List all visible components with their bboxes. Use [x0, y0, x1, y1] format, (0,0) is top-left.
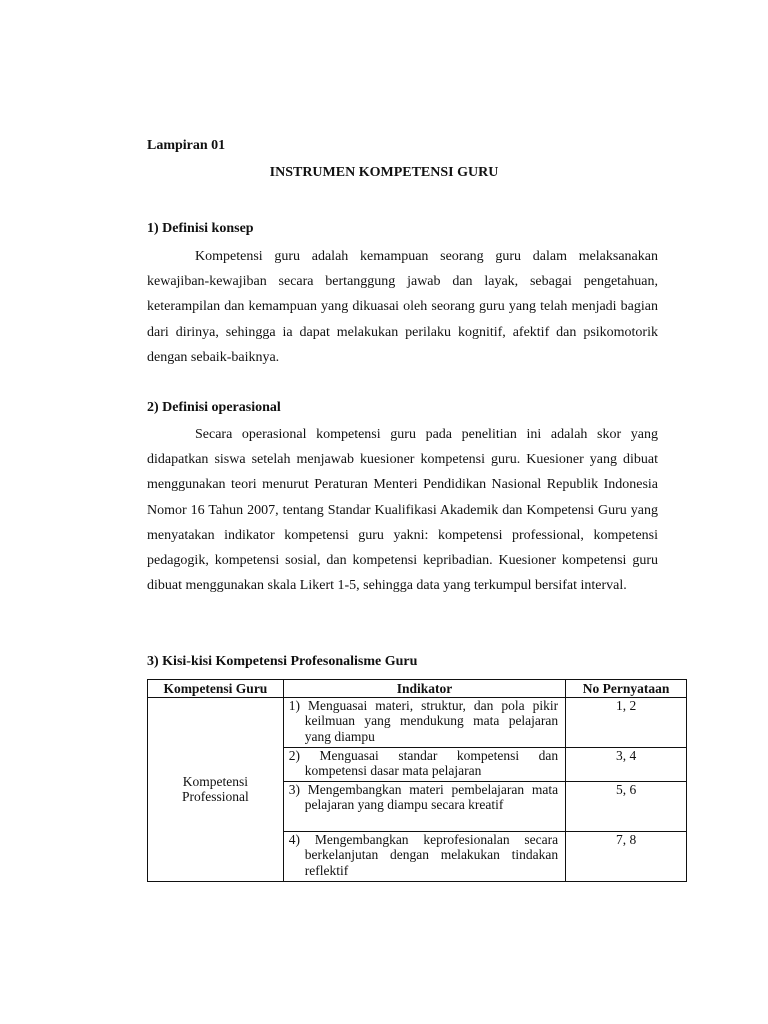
- no-pernyataan-cell: 1, 2: [566, 697, 687, 747]
- kisi-kisi-table: [147, 679, 687, 882]
- no-pernyataan-cell: 5, 6: [566, 781, 687, 831]
- paragraph-text: Kompetensi guru adalah kemampuan seorang guru dalam melaksanakan kewajiban-kewajiban secara bertanggung jawab dan layak, sebagai pengetahuan, keterampilan dan kemampuan yang dikuasai oleh seorang guru yang telah menjadi bagian dari dirinya, sehingga ia dapat melakukan perilaku kognitif, afektif dan psikomotorik dengan sebaik-baiknya.: [147, 249, 658, 365]
- kompetensi-line: Kompetensi: [182, 773, 248, 789]
- section-heading-definisi-konsep: 1) Definisi konsep: [147, 221, 254, 236]
- section-heading-kisi-kisi: 3) Kisi-kisi Kompetensi Profesonalisme Guru: [147, 654, 418, 669]
- paragraph-definisi-operasional: [147, 422, 658, 598]
- section-heading-definisi-operasional: 2) Definisi operasional: [147, 400, 281, 415]
- no-pernyataan-cell: 3, 4: [566, 747, 687, 781]
- lampiran-label: Lampiran 01: [147, 138, 226, 153]
- table-header-row: [148, 680, 687, 698]
- header-indikator: Indikator: [283, 680, 565, 698]
- indikator-cell: 2) Menguasai standar kompetensi dan kompetensi dasar mata pelajaran: [283, 747, 565, 781]
- kompetensi-cell: [148, 697, 284, 881]
- indikator-cell: 4) Mengembangkan keprofesionalan secara berkelanjutan dengan melakukan tindakan reflektif: [283, 831, 565, 881]
- kompetensi-line: Professional: [182, 789, 249, 805]
- paragraph-text: Secara operasional kompetensi guru pada penelitian ini adalah skor yang didapatkan siswa setelah menjawab kuesioner kompetensi guru. Kuesioner yang dibuat menggunakan teori menurut Peraturan Menteri Pendidikan Nasional Republik Indonesia Nomor 16 Tahun 2007, tentang Standar Kualifikasi Akademik dan Kompetensi Guru yang menyatakan indikator kompetensi guru yakni: kompetensi professional, kompetensi pedagogik, kompetensi sosial, dan kompetensi kepribadian. Kuesioner kompetensi guru dibuat menggunakan skala Likert 1-5, sehingga data yang terkumpul bersifat interval.: [147, 427, 658, 594]
- header-kompetensi-guru: Kompetensi Guru: [148, 680, 284, 698]
- table-row: [148, 697, 687, 747]
- indikator-cell: 3) Mengembangkan materi pembelajaran mata pelajaran yang diampu secara kreatif: [283, 781, 565, 831]
- document-title: INSTRUMEN KOMPETENSI GURU: [269, 165, 499, 180]
- header-no-pernyataan: No Pernyataan: [566, 680, 687, 698]
- no-pernyataan-cell: 7, 8: [566, 831, 687, 881]
- indikator-cell: 1) Menguasai materi, struktur, dan pola pikir keilmuan yang mendukung mata pelajaran yang diampu: [283, 697, 565, 747]
- paragraph-definisi-konsep: [147, 244, 658, 370]
